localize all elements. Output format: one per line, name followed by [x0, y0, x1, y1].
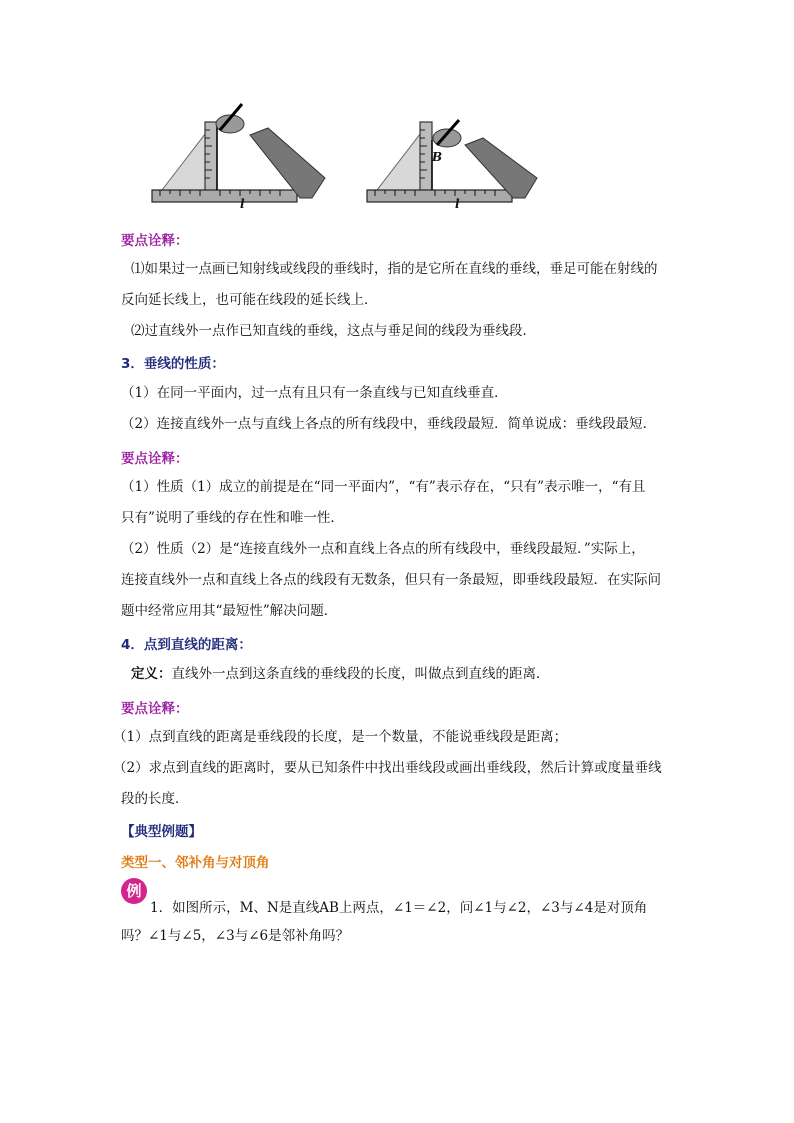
definition	[131, 664, 550, 684]
figure-right-point-label: B	[432, 150, 443, 164]
note2-title: 要点诠释：	[121, 451, 189, 467]
note3-title: 要点诠释：	[121, 701, 189, 717]
question1-line2: 吗？∠1与∠5，∠3与∠6是邻补角吗？	[121, 928, 350, 944]
section3-heading: 3．垂线的性质：	[121, 356, 225, 372]
note2-p2-line3: 题中经常应用其“最短性”解决问题．	[121, 603, 338, 619]
note2-p2-line2: 连接直线外一点和直线上各点的线段有无数条，但只有一条最短，即垂线段最短．在实际问	[121, 572, 661, 588]
note3-p2-line2: 段的长度．	[121, 791, 189, 807]
question1-line1: 1．如图所示，M、N是直线AB上两点，∠1＝∠2，问∠1与∠2，∠3与∠4是对顶角	[150, 900, 648, 916]
note2-p1-line2: 只有”说明了垂线的存在性和唯一性．	[121, 510, 344, 526]
note1-title: 要点诠释：	[121, 233, 189, 249]
examples-title: 【典型例题】	[121, 824, 202, 840]
figure-left-line-label: l	[240, 197, 245, 211]
note1-p1-line2: 反向延长线上，也可能在线段的延长线上．	[121, 292, 378, 308]
example-badge: 例	[121, 878, 147, 904]
figure-right-line-label: l	[455, 197, 460, 211]
property-2: （2）连接直线外一点与直线上各点的所有线段中，垂线段最短．简单说成：垂线段最短．	[121, 416, 657, 432]
definition-text: 直线外一点到这条直线的垂线段的长度，叫做点到直线的距离．	[171, 666, 550, 682]
note3-p2-line1: （2）求点到直线的距离时，要从已知条件中找出垂线段或画出垂线段，然后计算或度量垂线	[113, 760, 662, 776]
note1-p1-line1: ⑴如果过一点画已知射线或线段的垂线时，指的是它所在直线的垂线，垂足可能在射线的	[131, 261, 658, 277]
property-1: （1）在同一平面内，过一点有且只有一条直线与已知直线垂直．	[121, 385, 508, 401]
section4-heading: 4．点到直线的距离：	[121, 637, 252, 653]
note2-p2-line1: （2）性质（2）是“连接直线外一点和直线上各点的所有线段中，垂线段最短．”实际上，	[121, 541, 645, 557]
note3-p1: （1）点到直线的距离是垂线段的长度，是一个数量，不能说垂线段是距离；	[113, 729, 568, 745]
type1-heading: 类型一、邻补角与对顶角	[121, 855, 270, 871]
note1-p2: ⑵过直线外一点作已知直线的垂线，这点与垂足间的线段为垂线段．	[131, 323, 536, 339]
note2-p1-line1: （1）性质（1）成立的前提是在“同一平面内”，“有”表示存在，“只有”表示唯一，“有且	[121, 479, 646, 495]
definition-label: 定义：	[131, 666, 172, 682]
